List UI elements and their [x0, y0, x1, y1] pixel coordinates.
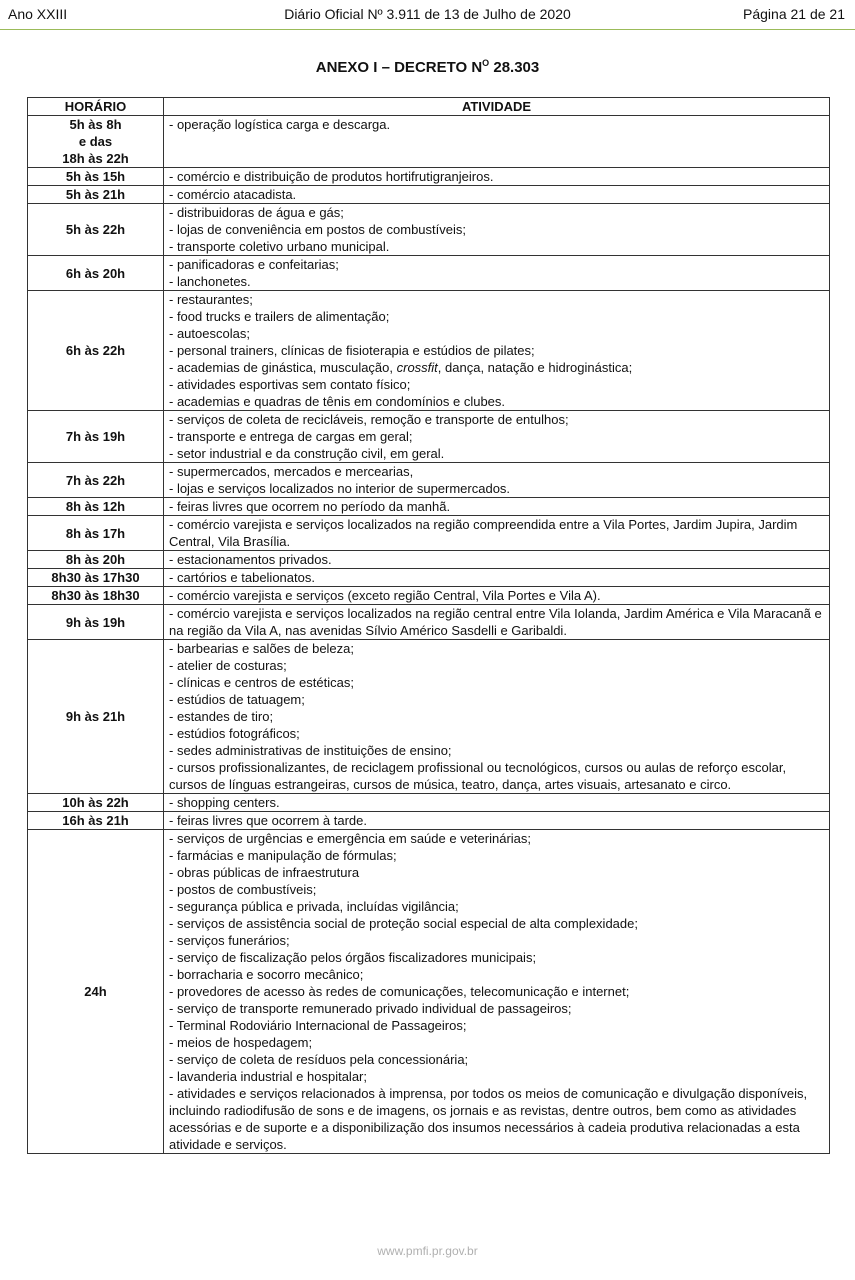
activity-item: - atividades esportivas sem contato físico; [169, 377, 411, 392]
activities-cell [164, 830, 830, 1154]
activity-item: - feiras livres que ocorrem à tarde. [169, 813, 367, 828]
activity-item: - serviço de coleta de resíduos pela concessionária; [169, 1052, 469, 1067]
table-row [28, 569, 830, 587]
activity-item: - academias de ginástica, musculação, crossfit, dança, natação e hidroginástica; [169, 360, 633, 375]
activity-item: - lanchonetes. [169, 274, 251, 289]
activity-item: - comércio e distribuição de produtos hortifrutigranjeiros. [169, 169, 494, 184]
activity-item: - lojas e serviços localizados no interior de supermercados. [169, 481, 511, 496]
activity-item: - lavanderia industrial e hospitalar; [169, 1069, 367, 1084]
activity-item: - autoescolas; [169, 326, 250, 341]
time-cell: 10h às 22h [28, 794, 164, 812]
table-row [28, 256, 830, 291]
activity-item: - serviço de fiscalização pelos órgãos fiscalizadores municipais; [169, 950, 537, 965]
activities-cell [164, 463, 830, 498]
activity-item: - shopping centers. [169, 795, 280, 810]
table-row [28, 516, 830, 551]
time-cell: 8h30 às 17h30 [28, 569, 164, 587]
activity-item: - academias e quadras de tênis em condomínios e clubes. [169, 394, 506, 409]
activity-item: - feiras livres que ocorrem no período da manhã. [169, 499, 451, 514]
activities-cell [164, 605, 830, 640]
activity-item: - personal trainers, clínicas de fisioterapia e estúdios de pilates; [169, 343, 535, 358]
activities-cell [164, 812, 830, 830]
activity-item: - clínicas e centros de estéticas; [169, 675, 354, 690]
table-row [28, 640, 830, 794]
time-cell: 5h às 22h [28, 204, 164, 256]
page-number: Página 21 de 21 [743, 6, 845, 22]
activity-item: - setor industrial e da construção civil, em geral. [169, 446, 445, 461]
time-cell: 9h às 19h [28, 605, 164, 640]
time-cell: 5h às 15h [28, 168, 164, 186]
annex-title-main: ANEXO I – DECRETO N [315, 59, 483, 76]
gazette-title: Diário Oficial Nº 3.911 de 13 de Julho de 2020 [284, 6, 571, 22]
activity-item: - provedores de acesso às redes de comunicações, telecomunicação e internet; [169, 984, 630, 999]
time-cell: 6h às 22h [28, 291, 164, 411]
activity-item: - food trucks e trailers de alimentação; [169, 309, 390, 324]
time-cell: 16h às 21h [28, 812, 164, 830]
time-cell: 8h às 20h [28, 551, 164, 569]
table-row [28, 830, 830, 1154]
activity-item: - lojas de conveniência em postos de combustíveis; [169, 222, 466, 237]
table-header-row [28, 98, 830, 116]
table-row [28, 168, 830, 186]
activity-item: - supermercados, mercados e mercearias, [169, 464, 414, 479]
column-header-horario: HORÁRIO [28, 98, 164, 116]
activities-cell [164, 640, 830, 794]
activity-item: - comércio varejista e serviços localizados na região compreendida entre a Vila Portes, Jardim Jupira, Jardim Central, Vila Brasília. [169, 517, 798, 549]
activity-item: - distribuidoras de água e gás; [169, 205, 344, 220]
activity-item: - farmácias e manipulação de fórmulas; [169, 848, 397, 863]
activity-item: - cartórios e tabelionatos. [169, 570, 315, 585]
activity-item: - estúdios de tatuagem; [169, 692, 305, 707]
activities-cell [164, 569, 830, 587]
activities-cell [164, 498, 830, 516]
page-header [0, 0, 855, 30]
annex-title-sup: O [482, 58, 490, 68]
time-cell: 24h [28, 830, 164, 1154]
time-cell: 5h às 8h e das 18h às 22h [28, 116, 164, 168]
activity-item: - serviço de transporte remunerado privado individual de passageiros; [169, 1001, 572, 1016]
volume-label: Ano XXIII [8, 6, 68, 22]
footer-url: www.pmfi.pr.gov.br [377, 1244, 478, 1258]
activity-item: - transporte coletivo urbano municipal. [169, 239, 390, 254]
table-row [28, 291, 830, 411]
activity-item: - comércio varejista e serviços localizados na região central entre Vila Iolanda, Jardim América e Vila Maracanã e na região da Vila A, nas avenidas Sílvio Américo Sasdelli e Garibaldi. [169, 606, 822, 638]
activities-cell [164, 204, 830, 256]
activity-item: - comércio atacadista. [169, 187, 297, 202]
column-header-atividade: ATIVIDADE [164, 98, 830, 116]
activities-cell [164, 168, 830, 186]
activity-item: - serviços de urgências e emergência em saúde e veterinárias; [169, 831, 532, 846]
time-cell: 8h30 às 18h30 [28, 587, 164, 605]
time-cell: 6h às 20h [28, 256, 164, 291]
activity-item: - Terminal Rodoviário Internacional de Passageiros; [169, 1018, 467, 1033]
annex-decree-number: 28.303 [493, 59, 540, 76]
activity-item: - segurança pública e privada, incluídas vigilância; [169, 899, 459, 914]
activity-item: - atividades e serviços relacionados à imprensa, por todos os meios de comunicação e divulgação disponíveis, incluindo radiodifusão de sons e de imagens, os jornais e as revistas, dentre outros, bem como as atividades acessórias e de suporte e a disponibilização dos insumos necessários à cadeia produtiva relacionadas a esta atividade e serviços. [169, 1086, 808, 1152]
activity-item: - serviços funerários; [169, 933, 290, 948]
table-row [28, 204, 830, 256]
schedule-table [27, 97, 830, 1154]
time-cell: 7h às 19h [28, 411, 164, 463]
time-cell: 7h às 22h [28, 463, 164, 498]
activity-item: - atelier de costuras; [169, 658, 287, 673]
activity-item: - estúdios fotográficos; [169, 726, 300, 741]
activity-item: - serviços de assistência social de proteção social especial de alta complexidade; [169, 916, 638, 931]
activities-cell [164, 256, 830, 291]
table-row [28, 794, 830, 812]
activity-item: - barbearias e salões de beleza; [169, 641, 355, 656]
time-cell: 9h às 21h [28, 640, 164, 794]
time-cell: 8h às 12h [28, 498, 164, 516]
activities-cell [164, 516, 830, 551]
table-row [28, 551, 830, 569]
activities-cell [164, 587, 830, 605]
time-cell: 5h às 21h [28, 186, 164, 204]
activity-item: - panificadoras e confeitarias; [169, 257, 339, 272]
activities-cell [164, 116, 830, 168]
activity-item: - operação logística carga e descarga. [169, 117, 391, 132]
activity-item: - serviços de coleta de recicláveis, remoção e transporte de entulhos; [169, 412, 569, 427]
table-row [28, 605, 830, 640]
activity-item: - obras públicas de infraestrutura [169, 865, 360, 880]
table-row [28, 463, 830, 498]
table-row [28, 116, 830, 168]
activities-cell [164, 291, 830, 411]
activities-cell [164, 411, 830, 463]
activity-item: - comércio varejista e serviços (exceto região Central, Vila Portes e Vila A). [169, 588, 601, 603]
activity-item: - restaurantes; [169, 292, 253, 307]
activities-cell [164, 794, 830, 812]
activity-item: - estacionamentos privados. [169, 552, 332, 567]
activity-item: - cursos profissionalizantes, de reciclagem profissional ou tecnológicos, cursos ou aulas de reforço escolar, cursos de línguas estrangeiras, cursos de música, teatro, dança, artes visuais, artesanato e circo. [169, 760, 787, 792]
activity-item: - postos de combustíveis; [169, 882, 317, 897]
time-cell: 8h às 17h [28, 516, 164, 551]
activities-cell [164, 551, 830, 569]
activities-cell [164, 186, 830, 204]
table-row [28, 587, 830, 605]
activity-item: - sedes administrativas de instituições de ensino; [169, 743, 452, 758]
table-row [28, 812, 830, 830]
activity-item: - transporte e entrega de cargas em geral; [169, 429, 413, 444]
activity-item: - borracharia e socorro mecânico; [169, 967, 364, 982]
annex-title [0, 58, 855, 76]
activity-item: - estandes de tiro; [169, 709, 274, 724]
table-row [28, 186, 830, 204]
activity-item: - meios de hospedagem; [169, 1035, 313, 1050]
table-row [28, 498, 830, 516]
table-row [28, 411, 830, 463]
